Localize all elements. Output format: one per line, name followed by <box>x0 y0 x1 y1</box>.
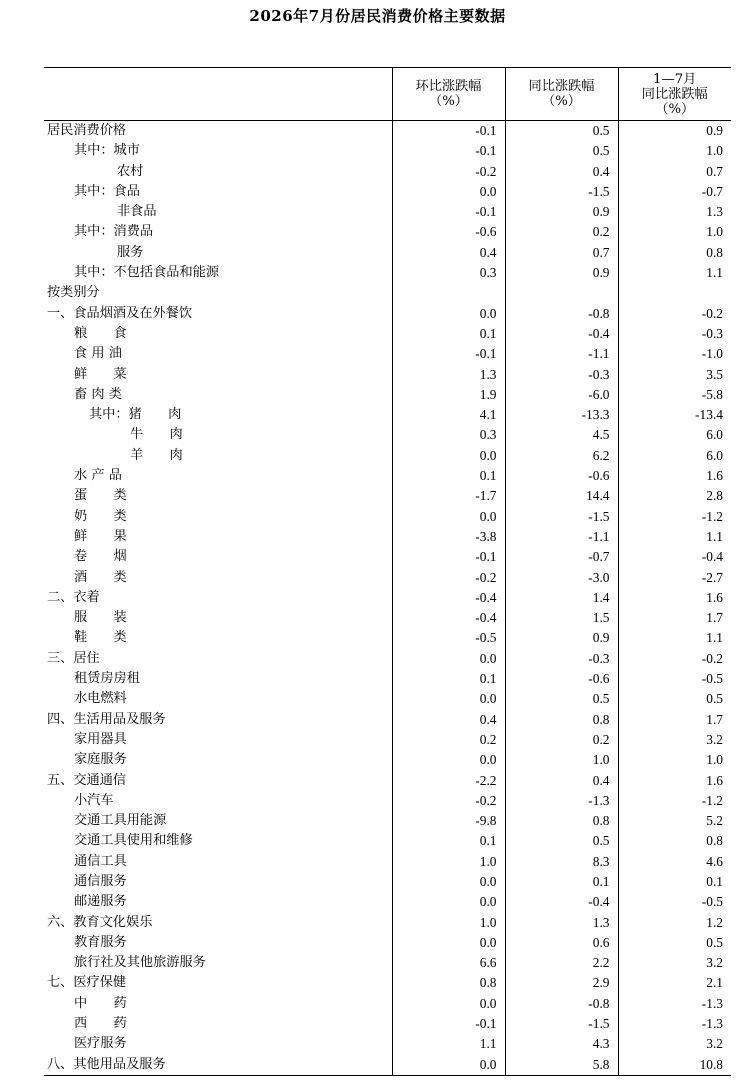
row-label: 八、其他用品及服务 <box>44 1055 392 1076</box>
table-row <box>44 425 731 445</box>
cell-yoy: -1.1 <box>505 527 618 547</box>
cell-mom: -0.2 <box>392 791 505 811</box>
cell-yoy: -0.6 <box>505 466 618 486</box>
cell-mom: 1.3 <box>392 365 505 385</box>
cell-mom: 0.1 <box>392 669 505 689</box>
cell-mom: -0.6 <box>392 222 505 242</box>
table-row <box>44 710 731 730</box>
cell-mom: 0.0 <box>392 689 505 709</box>
row-label: 七、医疗保健 <box>47 975 127 991</box>
row-label: 畜 肉 类 <box>74 386 122 402</box>
table-row <box>44 913 731 933</box>
cell-ytd: 2.8 <box>618 486 731 506</box>
row-label: 酒 类 <box>74 569 127 585</box>
cell-mom: -0.4 <box>392 608 505 628</box>
cell-ytd: 3.2 <box>618 730 731 750</box>
row-label: 一、食品烟酒及在外餐饮 <box>47 305 193 321</box>
cell-mom: 0.3 <box>392 263 505 283</box>
table-row <box>44 1014 731 1034</box>
table-row <box>44 852 731 872</box>
cell-mom: 0.3 <box>392 425 505 445</box>
header-ytd <box>618 68 731 121</box>
table-body <box>44 121 731 1076</box>
cell-yoy: -0.7 <box>505 547 618 567</box>
table-row <box>44 283 731 303</box>
row-label: 水电燃料 <box>74 691 127 707</box>
row-label: 其中：猪 肉 <box>89 407 182 423</box>
cell-mom: -0.2 <box>392 568 505 588</box>
cell-ytd: 1.1 <box>618 263 731 283</box>
row-label: 邮递服务 <box>74 894 127 910</box>
cell-yoy: 2.2 <box>505 953 618 973</box>
cell-ytd: 10.8 <box>618 1055 731 1076</box>
cell-yoy: 0.4 <box>505 162 618 182</box>
cell-yoy: 4.5 <box>505 425 618 445</box>
cell-mom: 1.1 <box>392 1034 505 1054</box>
cell-mom: 0.1 <box>392 831 505 851</box>
cell-ytd: -2.7 <box>618 568 731 588</box>
cell-yoy: 0.2 <box>505 730 618 750</box>
header-yoy <box>505 68 618 121</box>
row-label: 中 药 <box>74 995 127 1011</box>
cell-yoy: -0.4 <box>505 892 618 912</box>
row-label: 其中：消费品 <box>74 224 154 240</box>
row-label: 教育服务 <box>74 934 127 950</box>
cell-yoy: 0.8 <box>505 710 618 730</box>
cell-ytd: 1.0 <box>618 750 731 770</box>
row-label: 三、居住 <box>47 650 100 666</box>
cell-ytd: -0.5 <box>618 669 731 689</box>
cell-mom: 0.1 <box>392 324 505 344</box>
row-label: 通信服务 <box>74 873 127 889</box>
row-label: 家用器具 <box>74 731 127 747</box>
cell-ytd: -0.2 <box>618 304 731 324</box>
cell-mom: 0.0 <box>392 446 505 466</box>
cell-mom: 0.0 <box>392 933 505 953</box>
table-row <box>44 365 731 385</box>
cell-yoy: -0.4 <box>505 324 618 344</box>
cell-yoy: 0.5 <box>505 141 618 161</box>
table-row <box>44 953 731 973</box>
cell-yoy: 0.4 <box>505 771 618 791</box>
table-row <box>44 669 731 689</box>
cell-ytd: -1.0 <box>618 344 731 364</box>
cell-ytd: 1.6 <box>618 771 731 791</box>
cell-yoy: 0.2 <box>505 222 618 242</box>
cell-ytd: 2.1 <box>618 973 731 993</box>
cpi-table <box>44 67 731 1076</box>
cell-yoy: -6.0 <box>505 385 618 405</box>
cell-mom: 0.8 <box>392 973 505 993</box>
cell-ytd: 0.7 <box>618 162 731 182</box>
header-item-column <box>44 68 392 121</box>
table-row <box>44 486 731 506</box>
row-label: 蛋 类 <box>74 488 127 504</box>
cell-ytd: 1.0 <box>618 141 731 161</box>
cell-yoy: 0.5 <box>505 121 618 142</box>
cell-mom: 0.0 <box>392 507 505 527</box>
table-row <box>44 831 731 851</box>
cell-yoy: 0.9 <box>505 202 618 222</box>
cell-ytd: 1.6 <box>618 588 731 608</box>
cell-mom: -0.1 <box>392 141 505 161</box>
row-label: 服 装 <box>74 610 127 626</box>
row-label: 食 用 油 <box>74 346 122 362</box>
row-label: 服务 <box>117 244 144 260</box>
row-label: 羊 肉 <box>130 447 183 463</box>
table-row <box>44 162 731 182</box>
cell-mom: -9.8 <box>392 811 505 831</box>
cell-mom: 0.2 <box>392 730 505 750</box>
table-row <box>44 649 731 669</box>
cell-yoy: -1.5 <box>505 1014 618 1034</box>
document-title: 2026年7月份居民消费价格主要数据 <box>249 7 506 25</box>
cell-ytd: -1.3 <box>618 994 731 1014</box>
table-row <box>44 324 731 344</box>
cell-yoy: 0.9 <box>505 628 618 648</box>
row-label: 旅行社及其他旅游服务 <box>74 955 206 971</box>
table-row <box>44 973 731 993</box>
row-label: 奶 类 <box>74 508 127 524</box>
cell-mom: -3.8 <box>392 527 505 547</box>
cell-mom: 1.0 <box>392 852 505 872</box>
table-row <box>44 588 731 608</box>
table-row <box>44 243 731 263</box>
cell-ytd: -1.2 <box>618 507 731 527</box>
cell-yoy: 14.4 <box>505 486 618 506</box>
cell-yoy: 1.3 <box>505 913 618 933</box>
cell-yoy: -1.5 <box>505 507 618 527</box>
header-ytd-period: 1—7月 <box>653 71 697 87</box>
cell-yoy: -0.8 <box>505 994 618 1014</box>
cell-mom: 0.4 <box>392 243 505 263</box>
table-row <box>44 994 731 1014</box>
row-label: 其中：食品 <box>74 183 140 199</box>
cell-yoy: 1.4 <box>505 588 618 608</box>
table-row <box>44 547 731 567</box>
cell-yoy: 4.3 <box>505 1034 618 1054</box>
cell-ytd: -5.8 <box>618 385 731 405</box>
cell-mom: 0.0 <box>392 304 505 324</box>
cell-ytd: -0.4 <box>618 547 731 567</box>
table-header-row <box>44 68 731 121</box>
cell-ytd: 1.1 <box>618 628 731 648</box>
cell-mom <box>392 283 505 303</box>
cell-yoy: 0.6 <box>505 933 618 953</box>
cell-yoy: 0.7 <box>505 243 618 263</box>
cell-ytd: -0.3 <box>618 324 731 344</box>
row-label: 牛 肉 <box>130 427 183 443</box>
cell-mom: 1.0 <box>392 913 505 933</box>
table-row <box>44 405 731 425</box>
table-row <box>44 811 731 831</box>
header-mom-unit: （%） <box>429 94 468 109</box>
cell-ytd: -0.7 <box>618 182 731 202</box>
cell-ytd: 1.7 <box>618 710 731 730</box>
cell-mom: -0.1 <box>392 202 505 222</box>
cell-mom: -0.1 <box>392 547 505 567</box>
table-row <box>44 933 731 953</box>
cell-mom: 0.1 <box>392 466 505 486</box>
cell-yoy: -13.3 <box>505 405 618 425</box>
cell-mom: -0.2 <box>392 162 505 182</box>
table-row <box>44 689 731 709</box>
table-row <box>44 872 731 892</box>
cell-ytd: 3.2 <box>618 953 731 973</box>
cell-ytd: 6.0 <box>618 446 731 466</box>
row-label: 五、交通通信 <box>47 772 127 788</box>
cell-yoy: 5.8 <box>505 1055 618 1076</box>
cell-ytd: 0.5 <box>618 933 731 953</box>
table-row <box>44 568 731 588</box>
cell-mom: 1.9 <box>392 385 505 405</box>
cell-yoy: 0.5 <box>505 831 618 851</box>
cell-yoy: -3.0 <box>505 568 618 588</box>
cell-ytd: 0.8 <box>618 831 731 851</box>
cell-mom: 0.0 <box>392 994 505 1014</box>
row-label: 鲜 果 <box>74 528 127 544</box>
cell-ytd <box>618 283 731 303</box>
table-row <box>44 1034 731 1054</box>
cell-yoy: -0.3 <box>505 649 618 669</box>
row-label: 医疗服务 <box>74 1036 127 1052</box>
cell-mom: -1.7 <box>392 486 505 506</box>
row-label: 粮 食 <box>74 325 127 341</box>
header-ytd-unit: （%） <box>655 101 695 117</box>
cell-mom: 0.0 <box>392 892 505 912</box>
table-row <box>44 750 731 770</box>
cell-ytd: -0.5 <box>618 892 731 912</box>
cell-ytd: 3.5 <box>618 365 731 385</box>
cell-mom: 6.6 <box>392 953 505 973</box>
header-mom-label: 环比涨跌幅 <box>415 79 482 94</box>
cell-mom: -0.1 <box>392 344 505 364</box>
cell-ytd: 0.5 <box>618 689 731 709</box>
cell-ytd: 1.2 <box>618 913 731 933</box>
cell-yoy: -1.3 <box>505 791 618 811</box>
cell-mom: 0.0 <box>392 1055 505 1076</box>
table-row <box>44 263 731 283</box>
row-label: 小汽车 <box>74 792 114 808</box>
row-label: 通信工具 <box>74 853 127 869</box>
cell-ytd: 1.7 <box>618 608 731 628</box>
cell-ytd: 5.2 <box>618 811 731 831</box>
row-label: 六、教育文化娱乐 <box>47 914 153 930</box>
row-label: 非食品 <box>117 204 157 220</box>
cell-yoy: 1.5 <box>505 608 618 628</box>
cell-yoy: 6.2 <box>505 446 618 466</box>
table-row <box>44 344 731 364</box>
row-label: 交通工具用能源 <box>74 813 167 829</box>
cell-yoy: -1.1 <box>505 344 618 364</box>
cell-yoy: -0.3 <box>505 365 618 385</box>
cpi-table-container <box>44 67 731 1076</box>
cell-yoy: 0.1 <box>505 872 618 892</box>
header-yoy-label: 同比涨跌幅 <box>528 79 595 94</box>
cell-ytd: 0.1 <box>618 872 731 892</box>
row-label: 其中：不包括食品和能源 <box>74 265 220 281</box>
table-row <box>44 141 731 161</box>
table-row <box>44 446 731 466</box>
table-row <box>44 527 731 547</box>
table-row <box>44 791 731 811</box>
row-label: 租赁房房租 <box>74 671 140 687</box>
cell-mom: -0.5 <box>392 628 505 648</box>
cell-yoy: -1.5 <box>505 182 618 202</box>
row-label: 家庭服务 <box>74 752 127 768</box>
table-row <box>44 222 731 242</box>
cell-yoy: 2.9 <box>505 973 618 993</box>
cell-mom: 0.4 <box>392 710 505 730</box>
row-label: 居民消费价格 <box>47 123 127 138</box>
row-label: 四、生活用品及服务 <box>47 711 166 727</box>
cell-yoy: -0.6 <box>505 669 618 689</box>
cell-mom: 4.1 <box>392 405 505 425</box>
cell-mom: 0.0 <box>392 872 505 892</box>
row-label: 二、衣着 <box>47 589 100 605</box>
table-row <box>44 730 731 750</box>
row-label: 鲜 菜 <box>74 366 127 382</box>
table-row <box>44 121 731 142</box>
cell-ytd: 0.9 <box>618 121 731 142</box>
cell-ytd: 1.6 <box>618 466 731 486</box>
cell-ytd: -0.2 <box>618 649 731 669</box>
table-row <box>44 182 731 202</box>
cell-mom: 0.0 <box>392 649 505 669</box>
table-row <box>44 628 731 648</box>
cell-ytd: 0.8 <box>618 243 731 263</box>
cell-ytd: -1.2 <box>618 791 731 811</box>
row-label: 卷 烟 <box>74 549 127 565</box>
table-row <box>44 892 731 912</box>
cell-mom: -0.1 <box>392 1014 505 1034</box>
cell-ytd: 1.0 <box>618 222 731 242</box>
cell-ytd: -1.3 <box>618 1014 731 1034</box>
cell-ytd: 1.3 <box>618 202 731 222</box>
cell-ytd: -13.4 <box>618 405 731 425</box>
row-label: 水 产 品 <box>74 468 122 484</box>
row-label: 其中：城市 <box>74 143 140 159</box>
cell-ytd: 4.6 <box>618 852 731 872</box>
table-row <box>44 608 731 628</box>
row-label: 西 药 <box>74 1016 127 1032</box>
row-label: 交通工具使用和维修 <box>74 833 193 849</box>
cell-mom: -0.1 <box>392 121 505 142</box>
cell-mom: 0.0 <box>392 750 505 770</box>
header-ytd-label: 同比涨跌幅 <box>641 86 708 102</box>
table-row <box>44 304 731 324</box>
table-row <box>44 466 731 486</box>
cell-yoy: 0.8 <box>505 811 618 831</box>
row-label: 农村 <box>117 163 144 179</box>
table-row <box>44 1055 731 1076</box>
cell-ytd: 6.0 <box>618 425 731 445</box>
cell-ytd: 3.2 <box>618 1034 731 1054</box>
cell-yoy <box>505 283 618 303</box>
cell-yoy: 8.3 <box>505 852 618 872</box>
cell-yoy: 0.5 <box>505 689 618 709</box>
table-row <box>44 202 731 222</box>
table-row <box>44 771 731 791</box>
header-mom <box>392 68 505 121</box>
cell-yoy: 0.9 <box>505 263 618 283</box>
table-row <box>44 385 731 405</box>
table-row <box>44 507 731 527</box>
cell-mom: 0.0 <box>392 182 505 202</box>
cell-ytd: 1.1 <box>618 527 731 547</box>
cell-yoy: 1.0 <box>505 750 618 770</box>
cell-mom: -2.2 <box>392 771 505 791</box>
cell-mom: -0.4 <box>392 588 505 608</box>
cell-yoy: -0.8 <box>505 304 618 324</box>
row-label: 按类别分 <box>47 285 100 301</box>
row-label: 鞋 类 <box>74 630 127 646</box>
header-yoy-unit: （%） <box>542 94 581 109</box>
